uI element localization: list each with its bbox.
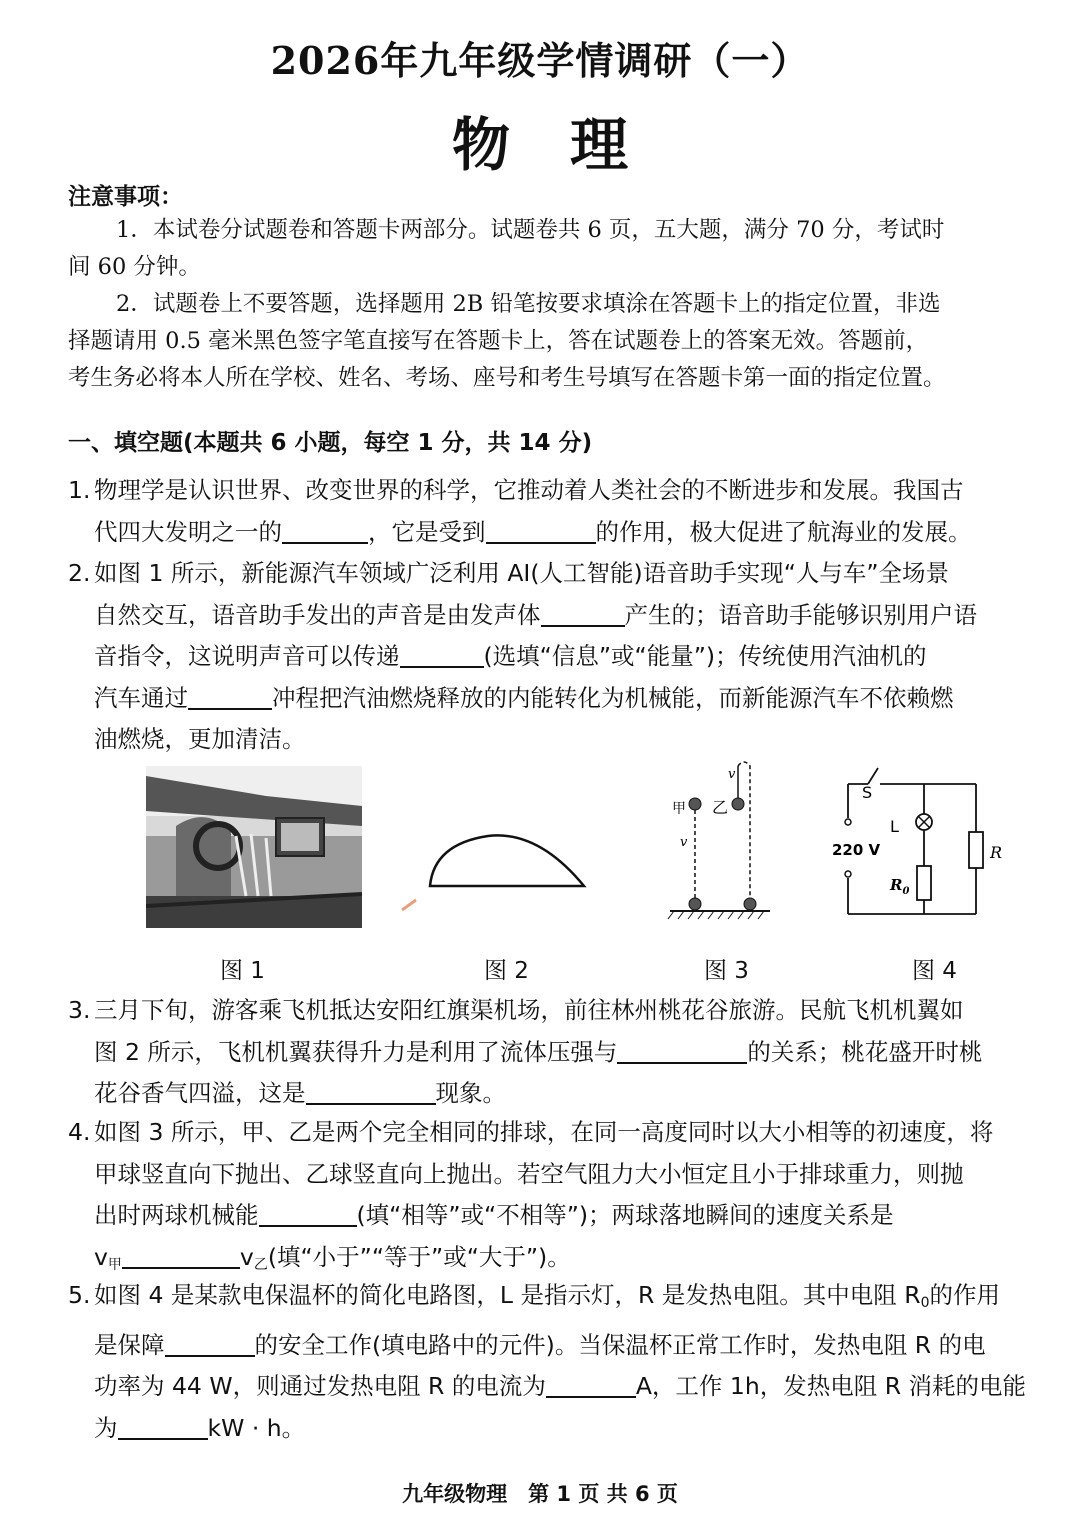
subject-title: 物理	[451, 111, 688, 179]
question-text: ，它是受到	[368, 517, 486, 546]
question-text: 功率为 44 W，则通过发热电阻 R 的电流为	[94, 1372, 546, 1400]
question-text: (填“相等”或“不相等”)；两球落地瞬间的速度关系是	[356, 1201, 894, 1229]
question-text: 现象。	[435, 1079, 506, 1107]
figure-1-caption: 图 1	[220, 958, 265, 984]
answer-blank[interactable]	[306, 1077, 436, 1105]
question-3	[68, 990, 1028, 1115]
question-text: 的安全工作(填电路中的元件)。当保温杯正常工作时，发热电阻 R 的电	[254, 1330, 986, 1359]
figure-4-circuit	[826, 762, 1018, 922]
question-1	[68, 470, 1028, 553]
answer-blank[interactable]	[400, 640, 484, 668]
question-2	[68, 553, 1028, 761]
question-text: 音指令，这说明声音可以传递	[94, 642, 400, 670]
answer-blank[interactable]	[546, 1370, 636, 1398]
question-text: 如图 4 是某款电保温杯的简化电路图，L 是指示灯，R 是发热电阻。其中电阻 R	[94, 1281, 921, 1309]
question-text: 物理学是认识世界、改变世界的科学，它推动着人类社会的不断进步和发展。我国古	[94, 476, 964, 504]
fig4-label-voltage: 220 V	[832, 841, 881, 859]
notice-line: 考生务必将本人所在学校、姓名、考场、座号和考生号填写在答题卡第一面的指定位置。	[68, 365, 946, 391]
question-4	[68, 1112, 1028, 1286]
question-text: 自然交互，语音助手发出的声音是由发声体	[94, 600, 541, 629]
question-text: kW · h。	[207, 1413, 306, 1442]
answer-blank[interactable]	[188, 682, 272, 710]
question-text: (选填“信息”或“能量”)；传统使用汽油机的	[483, 642, 927, 670]
figure-2-wing-profile	[398, 800, 598, 920]
question-text: 代四大发明之一的	[94, 517, 282, 546]
question-text: 甲球竖直向下抛出、乙球竖直向上抛出。若空气阻力大小恒定且小于排球重力，则抛	[94, 1159, 964, 1188]
notice-line: 2．试题卷上不要答题，选择题用 2B 铅笔按要求填涂在答题卡上的指定位置，非选	[116, 291, 941, 317]
fig4-label-s: S	[862, 783, 873, 802]
figure-2-caption: 图 2	[484, 958, 529, 984]
figure-3-two-balls	[660, 758, 780, 928]
fig3-label-yi: 乙	[712, 798, 729, 817]
fig3-label-v-down: v	[680, 835, 688, 850]
question-text: 花谷香气四溢，这是	[94, 1079, 306, 1107]
answer-blank[interactable]	[486, 516, 596, 544]
r0-subscript: 0	[920, 1295, 930, 1311]
question-number: 4.	[68, 1118, 91, 1146]
notice-item-2	[68, 286, 1028, 397]
notice-heading: 注意事项：	[68, 183, 183, 210]
notice-item-1	[68, 212, 1028, 286]
question-text: 汽车通过	[94, 683, 188, 712]
fig4-label-r0: $R_0$	[890, 876, 910, 897]
figure-3-caption: 图 3	[704, 958, 749, 984]
question-text: 冲程把汽油燃烧释放的内能转化为机械能，而新能源汽车不依赖燃	[272, 683, 954, 712]
fig3-label-jia: 甲	[672, 801, 686, 817]
section-heading: 一、填空题(本题共 6 小题，每空 1 分，共 14 分)	[68, 430, 593, 456]
figure-4-caption: 图 4	[912, 958, 957, 984]
figure-1-car-interior	[146, 766, 362, 928]
fig4-label-r: R	[990, 843, 1003, 862]
notice-line: 1．本试卷分试题卷和答题卡两部分。试题卷共 6 页，五大题，满分 70 分，考试时	[116, 217, 945, 243]
v-symbol: v	[94, 1242, 108, 1271]
question-text: A，工作 1h，发热电阻 R 消耗的电能	[635, 1372, 1027, 1400]
question-text: 出时两球机械能	[94, 1201, 259, 1229]
question-text: (填“小于”“等于”或“大于”)。	[267, 1242, 571, 1271]
exam-title: 2026年九年级学情调研（一）	[270, 38, 810, 83]
answer-blank[interactable]	[165, 1329, 255, 1357]
question-text: 油燃烧，更加清洁。	[94, 725, 306, 753]
notice-line: 间 60 分钟。	[68, 254, 201, 280]
answer-blank[interactable]	[122, 1241, 240, 1269]
answer-blank[interactable]	[259, 1199, 357, 1227]
answer-blank[interactable]	[118, 1412, 208, 1440]
question-text: 如图 3 所示，甲、乙是两个完全相同的排球，在同一高度同时以大小相等的初速度，将	[94, 1118, 994, 1146]
answer-blank[interactable]	[282, 516, 368, 544]
question-text: 的作用，极大促进了航海业的发展。	[595, 517, 972, 546]
question-number: 3.	[68, 996, 91, 1024]
question-text: 为	[94, 1413, 118, 1442]
v-subscript: 乙	[253, 1256, 268, 1273]
question-text: 产生的；语音助手能够识别用户语	[624, 600, 977, 629]
question-5	[68, 1275, 1028, 1449]
v-symbol: v	[239, 1242, 254, 1271]
fig3-label-v-up: v	[728, 767, 736, 782]
question-text: 的关系；桃花盛开时桃	[747, 1037, 983, 1066]
answer-blank[interactable]	[541, 599, 625, 627]
question-number: 1.	[68, 476, 91, 504]
answer-blank[interactable]	[617, 1036, 747, 1064]
question-number: 2.	[68, 559, 91, 587]
v-subscript: 甲	[107, 1256, 122, 1273]
question-text: 三月下旬，游客乘飞机抵达安阳红旗渠机场，前往林州桃花谷旅游。民航飞机机翼如	[94, 996, 964, 1024]
question-text: 是保障	[94, 1330, 165, 1359]
notice-line: 择题请用 0.5 毫米黑色签字笔直接写在答题卡上，答在试题卷上的答案无效。答题前，	[68, 328, 929, 354]
page-footer: 九年级物理 第 1 页 共 6 页	[402, 1482, 678, 1506]
question-text: 如图 1 所示，新能源汽车领域广泛利用 AI(人工智能)语音助手实现“人与车”全场景	[94, 559, 950, 587]
question-text: 图 2 所示，飞机机翼获得升力是利用了流体压强与	[94, 1037, 618, 1066]
fig4-label-l: L	[890, 817, 899, 836]
question-number: 5.	[68, 1281, 91, 1309]
question-text: 的作用	[929, 1281, 1000, 1309]
